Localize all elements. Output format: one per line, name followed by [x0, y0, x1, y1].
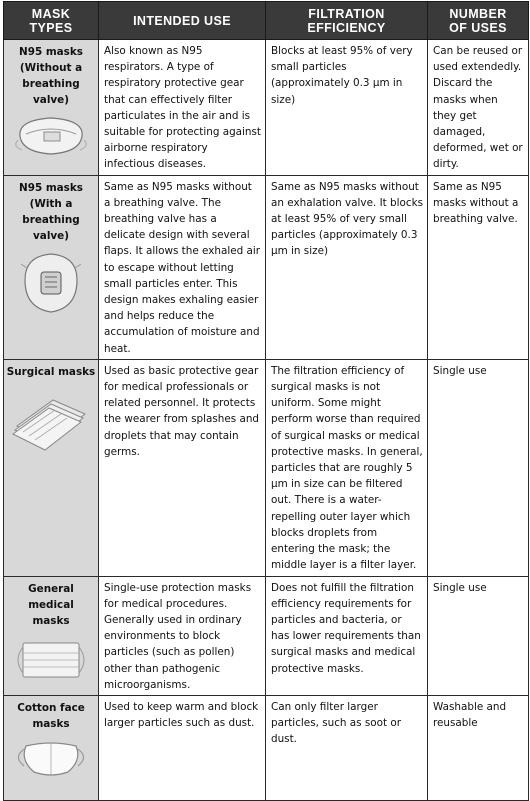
table-row — [4, 40, 529, 176]
filtration-efficiency-cell: The filtration efficiency of surgical masks is not uniform. Some might perform worse than required of surgical masks or medical protective masks. In general, particles that are roughly 5 μm in size can be filtered out. There is a water-repelling outer layer which blocks droplets from entering the mask; the middle layer is a filter layer. — [266, 359, 428, 576]
mask-type-label: General medical masks — [28, 582, 74, 627]
header-row — [4, 2, 529, 40]
number-of-uses-cell: Single use — [428, 576, 529, 695]
table-row — [4, 576, 529, 695]
header-intended-use: INTENDED USE — [99, 2, 266, 40]
intended-use-cell: Also known as N95 respirators. A type of respiratory protective gear that can effectively filter particulates in the air and is suitable for protecting against airborne respiratory infectious diseases. — [99, 40, 266, 176]
mask-type-cell — [4, 576, 99, 695]
mask-type-cell — [4, 40, 99, 176]
n95-mask-icon — [14, 114, 88, 156]
table-row — [4, 695, 529, 800]
mask-comparison-table — [3, 1, 529, 801]
mask-type-label: Surgical masks — [6, 365, 96, 378]
table-row — [4, 359, 529, 576]
header-filtration-efficiency: FILTRATION EFFICIENCY — [266, 2, 428, 40]
header-mask-types: MASK TYPES — [4, 2, 99, 40]
number-of-uses-cell: Single use — [428, 359, 529, 576]
filtration-efficiency-cell: Can only filter larger particles, such as soot or dust. — [266, 695, 428, 800]
cotton-mask-icon — [12, 738, 90, 778]
header-number-of-uses: NUMBER OF USES — [428, 2, 529, 40]
filtration-efficiency-cell: Same as N95 masks without an exhalation valve. It blocks at least 95% of very small particles (approximately 0.3 μm in size) — [266, 175, 428, 359]
number-of-uses-cell: Washable and reusable — [428, 695, 529, 800]
intended-use-cell: Single-use protection masks for medical procedures. Generally used in ordinary environments to block particles (such as pollen) other than pathogenic microorganisms. — [99, 576, 266, 695]
medical-mask-icon — [13, 635, 89, 685]
table-row — [4, 175, 529, 359]
mask-type-cell — [4, 359, 99, 576]
filtration-efficiency-cell: Does not fulfill the filtration efficiency requirements for particles and bacteria, or has lower requirements than surgical masks and medical protective masks. — [266, 576, 428, 695]
n95-valve-mask-icon — [19, 250, 83, 316]
surgical-masks-stack-icon — [11, 386, 91, 456]
mask-type-cell — [4, 695, 99, 800]
mask-type-label: N95 masks (Without a breathing valve) — [19, 46, 83, 106]
mask-type-cell — [4, 175, 99, 359]
filtration-efficiency-cell: Blocks at least 95% of very small particles (approximately 0.3 μm in size) — [266, 40, 428, 176]
mask-type-label: N95 masks (With a breathing valve) — [19, 181, 83, 242]
number-of-uses-cell: Same as N95 masks without a breathing valve. — [428, 175, 529, 359]
mask-type-label: Cotton face masks — [17, 701, 85, 730]
intended-use-cell: Used to keep warm and block larger particles such as dust. — [99, 695, 266, 800]
number-of-uses-cell: Can be reused or used extendedly. Discard the masks when they get damaged, deformed, wet or dirty. — [428, 40, 529, 176]
intended-use-cell: Same as N95 masks without a breathing valve. The breathing valve has a delicate design with several flaps. It allows the exhaled air to escape without letting small particles enter. This design makes exhaling easier and helps reduce the accumulation of moisture and heat. — [99, 175, 266, 359]
intended-use-cell: Used as basic protective gear for medical professionals or related personnel. It protects the wearer from splashes and droplets that may contain germs. — [99, 359, 266, 576]
